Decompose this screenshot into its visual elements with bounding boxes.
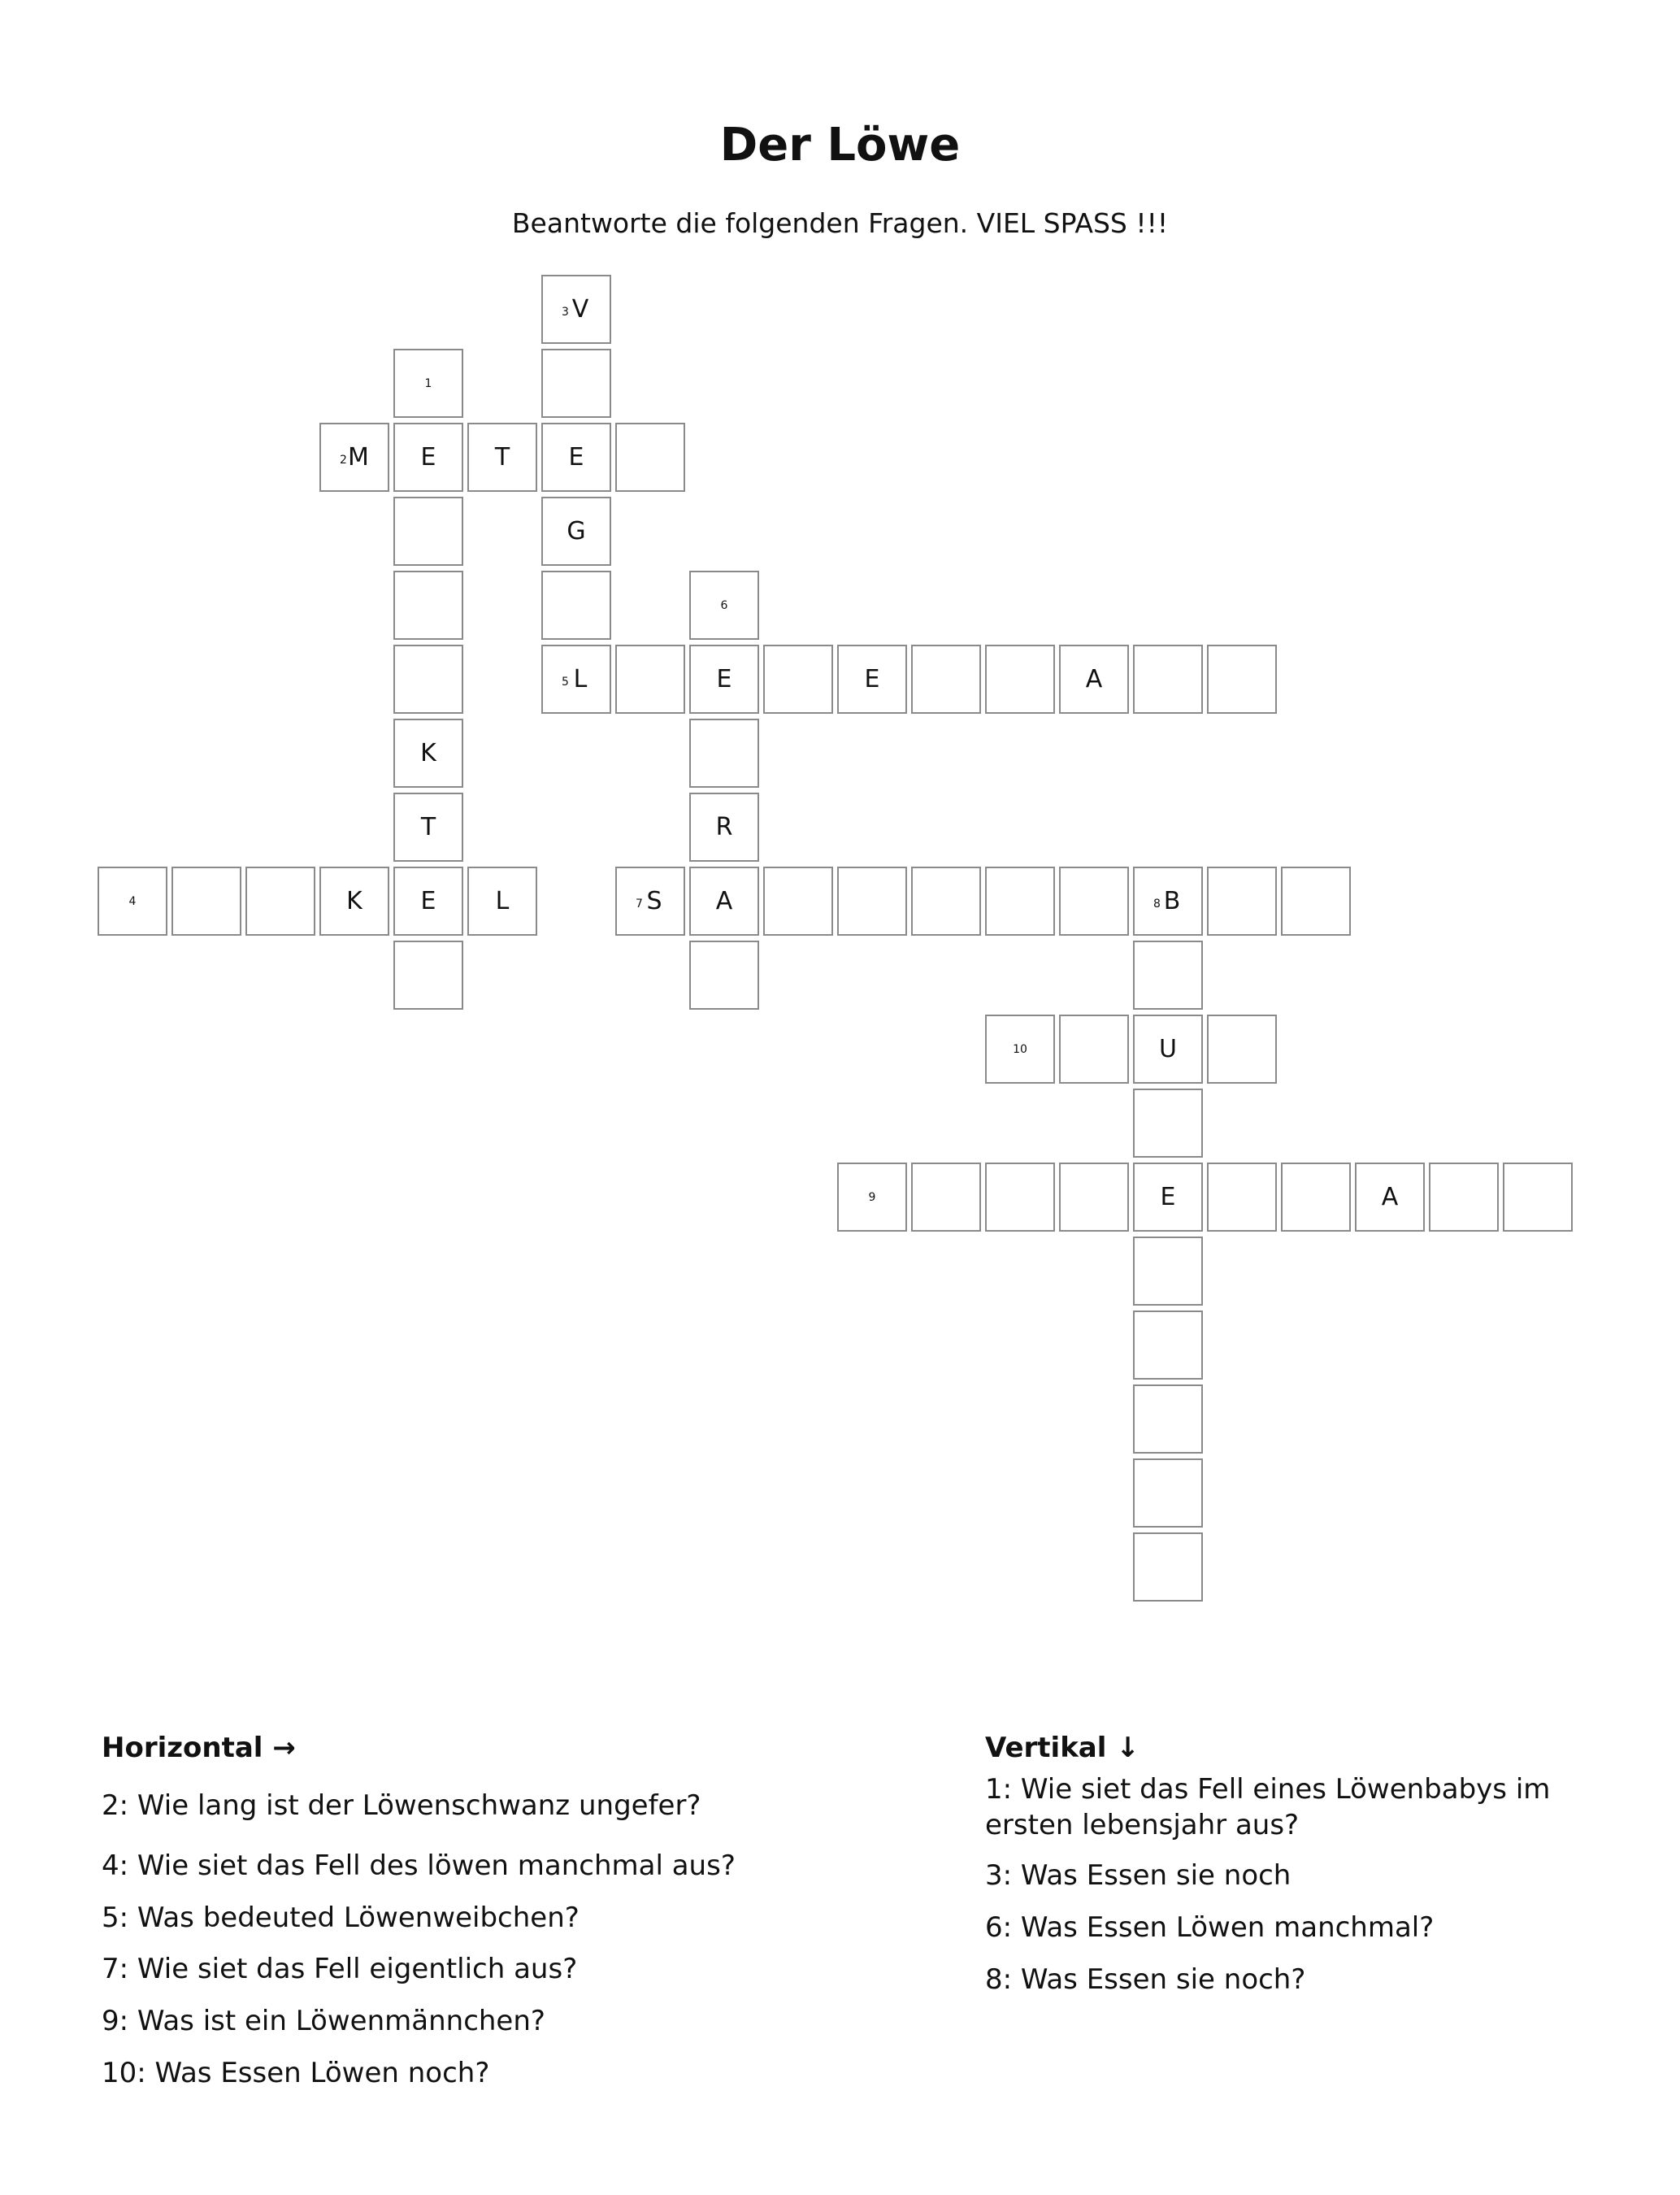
clue-across-5: 5: Was bedeuted Löwenweibchen? [102, 1901, 580, 1934]
crossword-cell[interactable] [541, 349, 611, 418]
crossword-cell[interactable] [689, 719, 759, 788]
crossword-cell[interactable] [245, 867, 315, 936]
page-title: Der Löwe [719, 119, 961, 172]
cell-letter: L [495, 887, 510, 915]
crossword-cell[interactable] [541, 497, 611, 566]
crossword-cell[interactable] [393, 497, 463, 566]
crossword-cell[interactable] [393, 423, 463, 492]
clue-number: 8 [1153, 898, 1161, 911]
horizontal-heading: Horizontal → [102, 1732, 296, 1764]
cell-letter: K [420, 739, 436, 767]
crossword-cell[interactable] [541, 645, 611, 714]
crossword-cell[interactable] [615, 423, 685, 492]
crossword-cell[interactable] [171, 867, 241, 936]
cell-letter: A [1381, 1183, 1399, 1211]
crossword-cell[interactable] [1133, 1237, 1203, 1306]
cell-letter: E [420, 887, 436, 915]
cell-letter: M [348, 443, 369, 472]
crossword-cell[interactable] [1133, 1384, 1203, 1454]
clue-across-2: 2: Wie lang ist der Löwenschwanz ungefer? [102, 1789, 701, 1822]
horizontal-clues [102, 1732, 914, 2107]
cell-letter: K [346, 887, 362, 915]
crossword-cell[interactable] [911, 867, 981, 936]
clue-across-7: 7: Wie siet das Fell eigentlich aus? [102, 1953, 578, 1986]
crossword-cell[interactable] [1133, 1458, 1203, 1528]
crossword-cell[interactable] [615, 867, 685, 936]
crossword-cell[interactable] [319, 423, 389, 492]
clue-number: 6 [720, 599, 728, 612]
clue-number: 10 [1013, 1043, 1027, 1056]
crossword-cell[interactable] [1207, 1015, 1277, 1084]
crossword-cell[interactable] [393, 645, 463, 714]
crossword-cell[interactable] [837, 867, 907, 936]
crossword-cell[interactable] [689, 867, 759, 936]
clue-number: 2 [340, 454, 347, 467]
crossword-cell[interactable] [1207, 645, 1277, 714]
crossword-cell[interactable] [1059, 867, 1129, 936]
crossword-cell[interactable] [393, 941, 463, 1010]
crossword-cell[interactable] [689, 645, 759, 714]
vertical-heading: Vertikal ↓ [985, 1732, 1140, 1764]
crossword-cell[interactable] [541, 423, 611, 492]
cell-letter: T [420, 813, 436, 841]
crossword-cell[interactable] [1133, 1163, 1203, 1232]
clue-down-6: 6: Was Essen Löwen manchmal? [985, 1911, 1435, 1945]
crossword-cell[interactable] [1059, 1015, 1129, 1084]
crossword-cell[interactable] [1133, 1089, 1203, 1158]
crossword-cell[interactable] [1059, 645, 1129, 714]
crossword-cell[interactable] [615, 645, 685, 714]
crossword-cell[interactable] [1207, 1163, 1277, 1232]
crossword-cell[interactable] [467, 423, 537, 492]
crossword-cell[interactable] [393, 719, 463, 788]
crossword-cell[interactable] [689, 793, 759, 862]
cell-letter: E [716, 665, 732, 693]
crossword-cell[interactable] [689, 571, 759, 640]
cell-letter: L [573, 665, 588, 693]
crossword-cell[interactable] [393, 793, 463, 862]
crossword-cell[interactable] [911, 1163, 981, 1232]
crossword-cell[interactable] [319, 867, 389, 936]
crossword-cell[interactable] [1503, 1163, 1573, 1232]
crossword-cell[interactable] [1059, 1163, 1129, 1232]
crossword-cell[interactable] [541, 275, 611, 344]
vertical-clues [985, 1732, 1603, 2014]
crossword-cell[interactable] [393, 571, 463, 640]
crossword-cell[interactable] [837, 1163, 907, 1232]
crossword-cell[interactable] [985, 1163, 1055, 1232]
clue-number: 4 [128, 895, 137, 908]
cell-letter: S [646, 887, 662, 915]
crossword-cell[interactable] [1133, 867, 1203, 936]
crossword-cell[interactable] [1355, 1163, 1425, 1232]
cell-letter: A [1085, 665, 1103, 693]
crossword-cell[interactable] [1133, 1015, 1203, 1084]
crossword-cell[interactable] [98, 867, 167, 936]
cell-letter: R [715, 813, 733, 841]
clue-across-10: 10: Was Essen Löwen noch? [102, 2057, 490, 2090]
crossword-cell[interactable] [1133, 941, 1203, 1010]
crossword-cell[interactable] [1133, 1310, 1203, 1380]
crossword-cell[interactable] [393, 349, 463, 418]
cell-letter: G [567, 517, 586, 545]
clue-across-4: 4: Wie siet das Fell des löwen manchmal aus? [102, 1849, 736, 1882]
crossword-cell[interactable] [985, 867, 1055, 936]
clue-number: 1 [424, 377, 432, 390]
clue-number: 3 [562, 306, 569, 319]
crossword-cell[interactable] [541, 571, 611, 640]
cell-letter: E [568, 443, 584, 472]
clue-down-8: 8: Was Essen sie noch? [985, 1962, 1306, 1996]
crossword-cell[interactable] [763, 867, 833, 936]
crossword-cell[interactable] [837, 645, 907, 714]
cell-letter: E [1160, 1183, 1176, 1211]
clue-down-1: 1: Wie siet das Fell eines Löwenbabys im ersten lebensjahr aus? [985, 1772, 1551, 1841]
cell-letter: U [1159, 1035, 1177, 1063]
crossword-cell[interactable] [689, 941, 759, 1010]
crossword-cell[interactable] [985, 645, 1055, 714]
crossword-cell[interactable] [393, 867, 463, 936]
cell-letter: E [420, 443, 436, 472]
crossword-cell[interactable] [985, 1015, 1055, 1084]
crossword-cell[interactable] [1281, 867, 1351, 936]
crossword-cell[interactable] [1133, 1532, 1203, 1602]
crossword-cell[interactable] [1133, 645, 1203, 714]
cell-letter: T [494, 443, 510, 472]
clue-number: 5 [562, 676, 569, 689]
crossword-cell[interactable] [1281, 1163, 1351, 1232]
crossword-cell[interactable] [911, 645, 981, 714]
cell-letter: B [1163, 887, 1181, 915]
crossword-cell[interactable] [467, 867, 537, 936]
cell-letter: A [715, 887, 733, 915]
crossword-cell[interactable] [1429, 1163, 1499, 1232]
clue-number: 7 [636, 898, 643, 911]
clue-number: 9 [868, 1191, 876, 1204]
clue-across-9: 9: Was ist ein Löwenmännchen? [102, 2005, 545, 2038]
cell-letter: E [864, 665, 880, 693]
crossword-cell[interactable] [763, 645, 833, 714]
crossword-cell[interactable] [1207, 867, 1277, 936]
instructions: Beantworte die folgenden Fragen. VIEL SPASS !!! [511, 207, 1169, 239]
cell-letter: V [571, 295, 589, 324]
clue-down-3: 3: Was Essen sie noch [985, 1859, 1291, 1893]
